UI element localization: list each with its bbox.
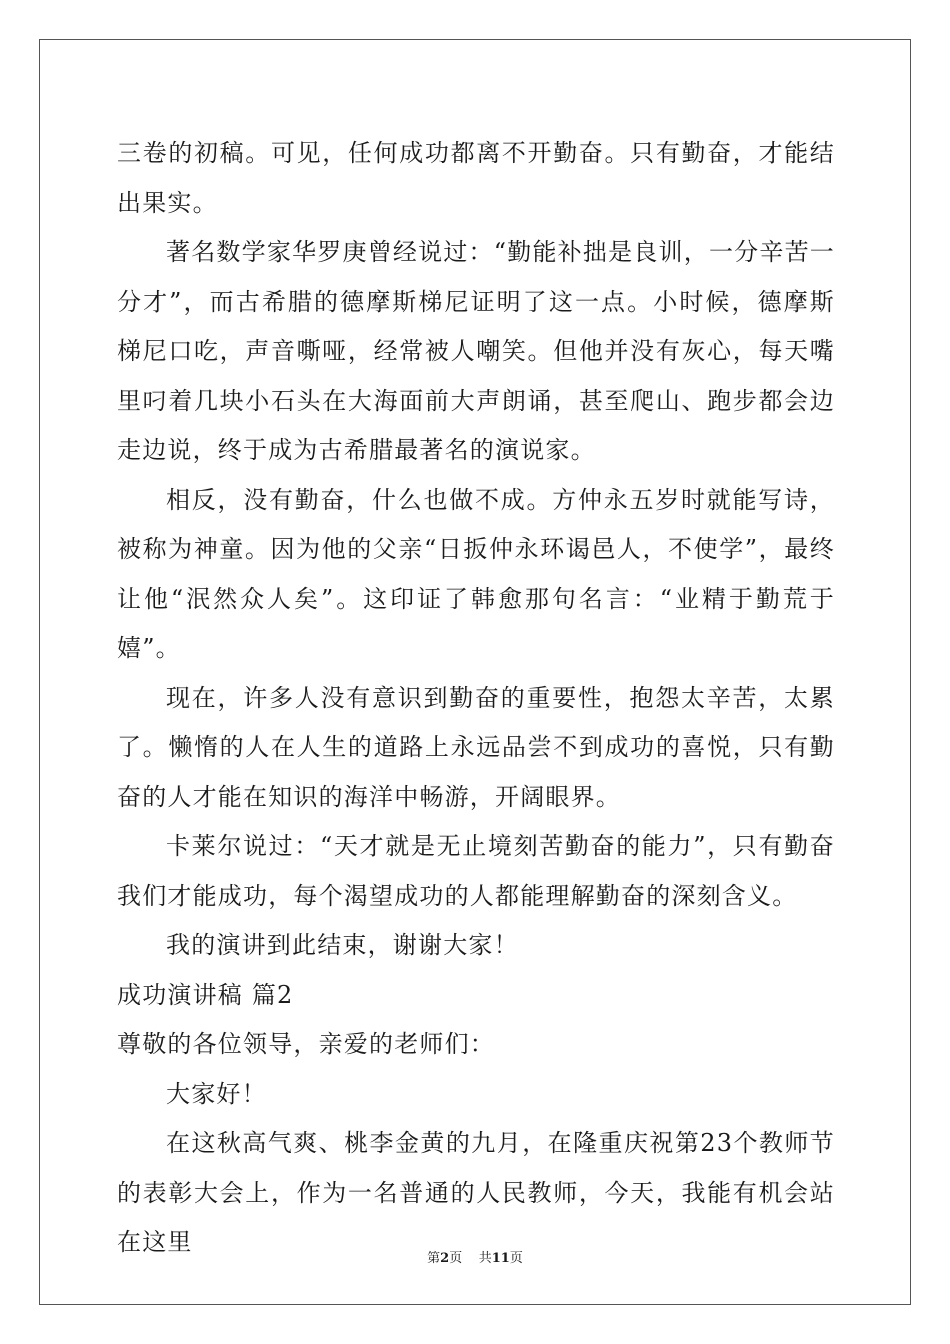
page-number: 2 [440,1251,450,1266]
paragraph: 卡莱尔说过：“天才就是无止境刻苦勤奋的能力”，只有勤奋我们才能成功，每个渴望成功的人都能理解勤奋的深刻含义。 [117,832,835,910]
page-prefix: 第 [427,1251,441,1266]
paragraph: 三卷的初稿。可见，任何成功都离不开勤奋。只有勤奋，才能结出果实。 [117,139,835,217]
total-pages: 11 [491,1251,510,1266]
section-heading: 成功演讲稿 篇2 [117,980,294,1009]
paragraph: 著名数学家华罗庚曾经说过：“勤能补拙是良训，一分辛苦一分才”，而古希腊的德摩斯梯尼证明了这一点。小时候，德摩斯梯尼口吃，声音嘶哑，经常被人嘲笑。但他并没有灰心，每天嘴里叼着几块小石头在大海面前大声朗诵，甚至爬山、跑步都会边走边说，终于成为古希腊最著名的演说家。 [117,238,835,464]
salutation: 尊敬的各位领导，亲爱的老师们： [117,1030,495,1058]
page-footer [0,1247,950,1266]
paragraph: 我的演讲到此结束，谢谢大家！ [166,931,519,959]
page-suffix: 页 [449,1251,463,1266]
paragraph: 在这秋高气爽、桃李金黄的九月，在隆重庆祝第23个教师节的表彰大会上，作为一名普通的人民教师，今天，我能有机会站在这里 [117,1129,835,1256]
document-body [117,129,835,1268]
paragraph: 现在，许多人没有意识到勤奋的重要性，抱怨太辛苦，太累了。懒惰的人在人生的道路上永远品尝不到成功的喜悦，只有勤奋的人才能在知识的海洋中畅游，开阔眼界。 [117,683,835,811]
total-prefix: 共 [478,1251,492,1266]
total-suffix: 页 [509,1251,523,1266]
paragraph: 相反，没有勤奋，什么也做不成。方仲永五岁时就能写诗，被称为神童。因为他的父亲“日扳仲永环谒邑人，不使学”，最终让他“泯然众人矣”。这印证了韩愈那句名言：“业精于勤荒于嬉”。 [117,485,835,662]
greeting: 大家好！ [166,1079,267,1108]
